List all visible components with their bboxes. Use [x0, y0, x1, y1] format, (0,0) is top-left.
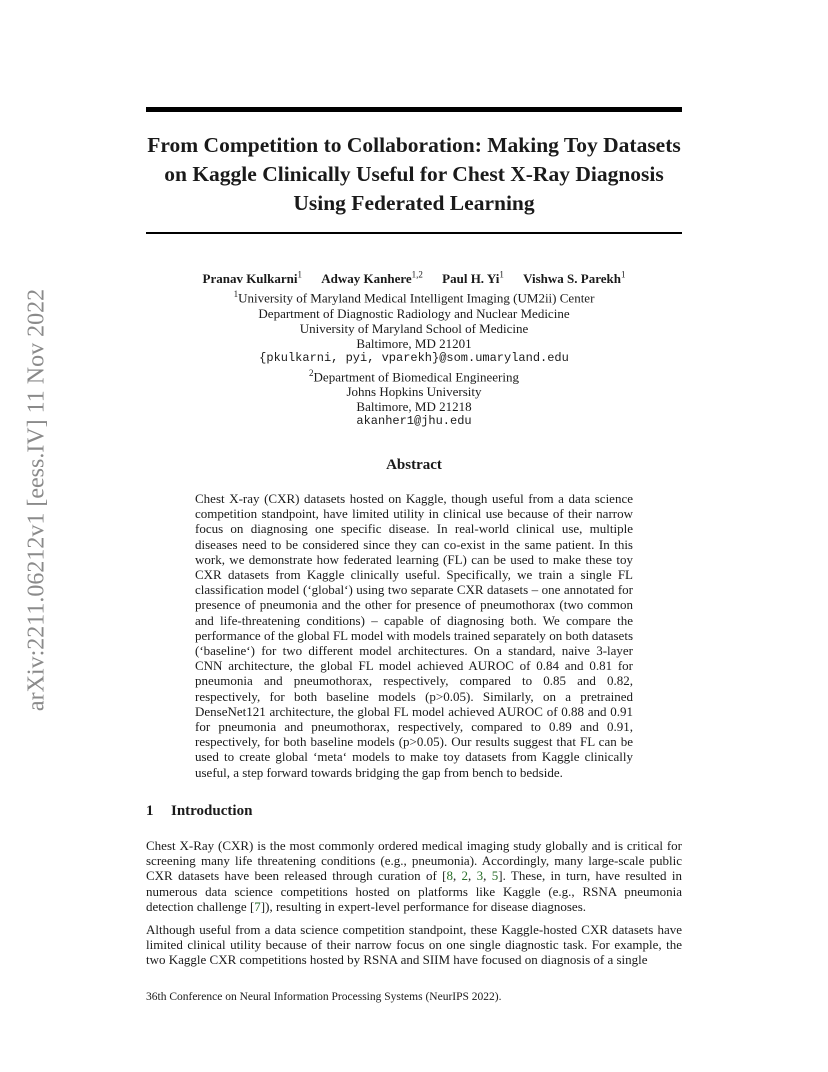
paragraph: Although useful from a data science competition standpoint, these Kaggle-hosted CXR datasets have limited clinical utility because of their narrow focus on one single diagnostic task. For example, the two Kaggle CXR competitions hosted by RSNA and SIIM have focused on diagnosis of a single [146, 922, 682, 968]
citation-link[interactable]: 2 [461, 868, 469, 884]
author: Adway Kanhere$^{1,2}$ [321, 270, 423, 287]
paper-title: From Competition to Collaboration: Making Toy Datasets on Kaggle Clinically Useful for Chest X-Ray Diagnosis Using Federated Learning [147, 133, 681, 215]
paragraph: Chest X-Ray (CXR) is the most commonly ordered medical imaging study globally and is critical for screening many life threatening conditions (e.g., pneumonia). Accordingly, many large-scale public CXR datasets have been released through curation of [8, 2, 3, 5]. These, in turn, have resulted in numerous data science competitions hosted on platforms like Kaggle (e.g., RSNA pneumonia detection challenge [7]), resulting in expert-level performance for disease diagnoses. [146, 838, 683, 914]
affiliation-line: Baltimore, MD 21218 [356, 398, 472, 414]
affiliation-line: Johns Hopkins University [346, 383, 482, 399]
email-address[interactable]: {pkulkarni, pyi, vparekh}@som.umaryland.edu [259, 350, 569, 365]
citation-link[interactable]: 7 [254, 898, 261, 914]
affiliation-line: Baltimore, MD 21201 [356, 335, 472, 351]
affiliation-line: $^2$Department of Biomedical Engineering [309, 367, 519, 384]
affiliation-line: Department of Diagnostic Radiology and Nuclear Medicine [258, 305, 570, 321]
citation-link[interactable]: 5 [491, 868, 499, 884]
introduction-body [146, 838, 682, 976]
title-top-rule [146, 107, 682, 112]
author-list [146, 268, 682, 286]
citation-link[interactable]: 3 [476, 868, 484, 884]
arxiv-identifier-text: arXiv:2211.06212v1 [eess.IV] 11 Nov 2022 [23, 288, 50, 712]
section-number: 1 [146, 803, 154, 819]
author: Pranav Kulkarni$^1$ [202, 270, 302, 287]
arxiv-identifier [20, 280, 54, 720]
citation-link[interactable]: 8 [446, 868, 453, 884]
author-block [146, 268, 682, 429]
section-title: Introduction [171, 803, 253, 819]
section-heading [146, 803, 682, 820]
author: Vishwa S. Parekh$^1$ [523, 270, 626, 287]
author: Paul H. Yi$^1$ [442, 270, 504, 287]
abstract-heading: Abstract [386, 457, 442, 473]
email-address[interactable]: akanher1@jhu.edu [356, 413, 472, 428]
affiliation-line: $^1$University of Maryland Medical Intelligent Imaging (UM2ii) Center [233, 289, 595, 306]
abstract-body: Chest X-ray (CXR) datasets hosted on Kaggle, though useful from a data science competition standpoint, have limited utility in clinical use because of their narrow focus on diagnosing one specific disease. In real-world clinical use, multiple diseases need to be considered since they can co-exist in the same patient. In this work, we demonstrate how federated learning (FL) can be used to make these toy CXR datasets from Kaggle clinically useful. Specifically, we train a single FL classification model (‘global‘) using two separate CXR datasets – one annotated for presence of pneumonia and the other for presence of pneumothorax (two common and life-threatening conditions) – capable of diagnosing both. We compare the performance of the global FL model with models trained separately on both datasets (‘baseline‘) for two different model architectures. On a standard, naive 3-layer CNN architecture, the global FL model achieved AUROC of 0.84 and 0.81 for pneumonia and pneumothorax, respectively, compared to 0.85 and 0.82, respectively, for both baseline models (p>0.05). Similarly, on a pretrained DenseNet121 architecture, the global FL model achieved AUROC of 0.88 and 0.91 for pneumonia and pneumothorax, respectively, compared to 0.89 and 0.91, respectively, for both baseline models (p>0.05). Our results suggest that FL can be used to create global ‘meta‘ models to make toy datasets from Kaggle clinically useful, a step forward towards bridging the gap from bench to bedside. [195, 491, 633, 780]
venue-footer: 36th Conference on Neural Information Processing Systems (NeurIPS 2022). [146, 991, 502, 1003]
affiliation-line: University of Maryland School of Medicine [299, 320, 529, 336]
title-bottom-rule [146, 232, 682, 234]
